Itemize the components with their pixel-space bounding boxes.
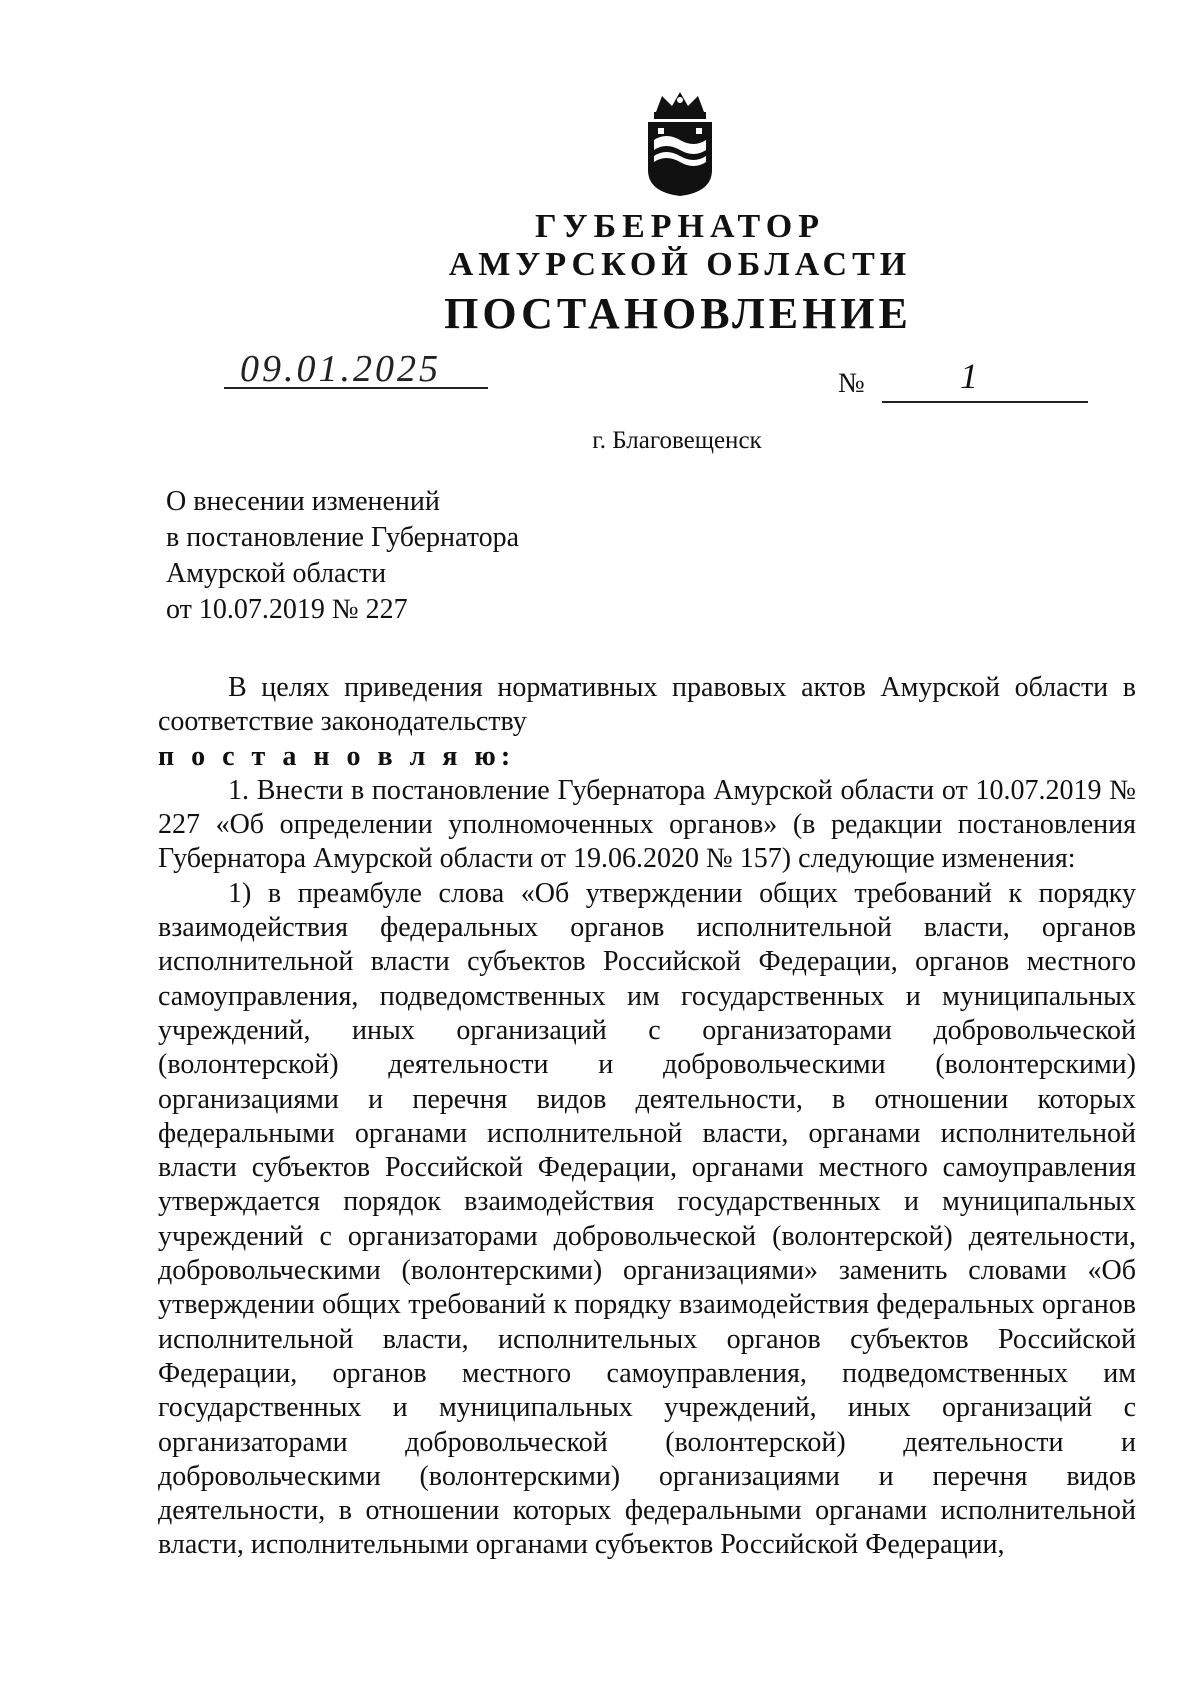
document-number: 1 [960,356,978,396]
subject-line: Амурской области [166,558,387,589]
document-body [158,671,1136,1563]
subject-line: О внесении изменений [166,486,440,517]
number-underline [882,401,1088,403]
document-date: 09.01.2025 [240,348,441,390]
issuer-title-line2: АМУРСКОЙ ОБЛАСТИ [448,246,912,283]
decree-word: п о с т а н о в л я ю: [158,740,516,772]
city-name: г. Благовещенск [592,427,762,454]
document-subject [166,484,686,628]
item-1-1-paragraph: 1) в преамбуле слова «Об утверждении общих требований к порядку взаимодействия федеральных органов исполнительной власти, органов исполнительной власти субъектов Российской Федерации, органов местного самоуправления, подведомственных им государственных и муниципальных учреждений, иных организаций с организаторами добровольческой (волонтерской) деятельности и добровольческими (волонтерскими) организациями и перечня видов деятельности, в отношении которых федеральными органами исполнительной власти, органами исполнительной власти субъектов Российской Федерации, органами местного самоуправления утверждается порядок взаимодействия государственных и муниципальных учреждений с организаторами добровольческой (волонтерской) деятельности, добровольческими (волонтерскими) организациями» заменить словами «Об утверждении общих требований к порядку взаимодействия федеральных органов исполнительной власти, исполнительных органов субъектов Российской Федерации, органов местного самоуправления, подведомственных им государственных и муниципальных учреждений, иных организаций с организаторами добровольческой (волонтерской) деятельности и добровольческими (волонтерскими) организациями и перечня видов деятельности, в отношении которых федеральными органами исполнительной власти, исполнительными органами субъектов Российской Федерации, [158,877,1136,1561]
coat-of-arms-icon [638,90,722,198]
issuer-title-line1: ГУБЕРНАТОР [535,208,825,245]
document-type: ПОСТАНОВЛЕНИЕ [444,289,912,338]
number-sign: № [838,368,865,399]
preamble-paragraph: В целях приведения нормативных правовых актов Амурской области в соответствие законодательству [158,672,1136,738]
subject-line: в постановление Губернатора [166,522,520,553]
subject-line: от 10.07.2019 № 227 [166,594,408,625]
item-1-paragraph: 1. Внести в постановление Губернатора Амурской области от 10.07.2019 № 227 «Об определении уполномоченных органов» (в редакции постановления Губернатора Амурской области от 19.06.2020 № 157) следующие изменения: [158,774,1136,875]
date-underline [224,387,488,389]
